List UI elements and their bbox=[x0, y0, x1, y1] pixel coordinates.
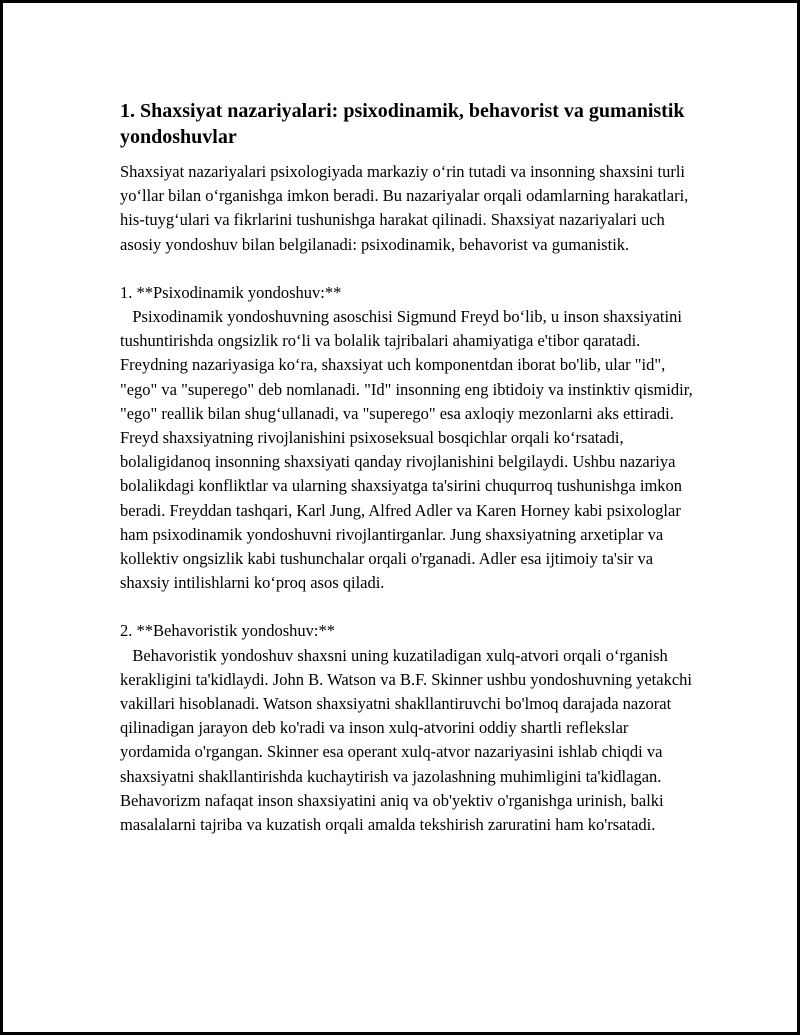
intro-paragraph: Shaxsiyat nazariyalari psixologiyada markaziy oʻrin tutadi va insonning shaxsini turli yoʻllar bilan oʻrganishga imkon beradi. Bu nazariyalar orqali odamlarning harakatlari, his-tuygʻulari va fikrlarini tushunishga harakat qilinadi. Shaxsiyat nazariyalari uch asosiy yondoshuv bilan belgilanadi: psixodinamik, behavorist va gumanistik. bbox=[120, 162, 689, 254]
section-body-behaviorist: Behavoristik yondoshuv shaxsni uning kuzatiladigan xulq-atvori orqali oʻrganish kerakligini ta'kidlaydi. John B. Watson va B.F. Skinner ushbu yondoshuvning yetakchi vakillari hisoblanadi. Watson shaxsiyatni shakllantiruvchi bo'lmoq darajada nazorat qilinadigan jarayon deb ko'radi va inson xulq-atvorini oddiy shartli reflekslar yordamida o'rgangan. Skinner esa operant xulq-atvor nazariyasini ishlab chiqdi va shaxsiyatni shakllantirishda kuchaytirish va jazolashning muhimligini ta'kidlagan. Behavorizm nafaqat inson shaxsiyatini aniq va ob'yektiv o'rganishga urinish, balki masalalarni tajriba va kuzatish orqali amalda tekshirish zaruratini ham ko'rsatadi. bbox=[120, 645, 697, 835]
section-body-psychodynamic: Psixodinamik yondoshuvning asoschisi Sigmund Freyd boʻlib, u inson shaxsiyatini tushuntirishda ongsizlik roʻli va bolalik tajribalari ahamiyatiga e'tibor qaratadi. Freydning nazariyasiga koʻra, shaxsiyat uch komponentdan iborat bo'lib, ular "id", "ego" va "superego" deb nomlanadi. "Id" insonning eng ibtidoiy va instinktiv qismidir, "ego" reallik bilan shugʻullanadi, va "superego" esa axloqiy mezonlarni aks ettiradi. Freyd shaxsiyatning rivojlanishini psixoseksual bosqichlar orqali koʻrsatadi, bolaligidanoq insonning shaxsiyati qanday rivojlanishini belgilaydi. Ushbu nazariya bolalikdagi konfliktlar va ularning shaxsiyatga ta'sirini chuqurroq tushunishga imkon beradi. Freyddan tashqari, Karl Jung, Alfred Adler va Karen Horney kabi psixologlar ham psixodinamik yondoshuvni rivojlantirganlar. Jung shaxsiyatning arxetiplar va kollektiv ongsizlik kabi tushunchalar orqali o'rganadi. Adler esa ijtimoiy ta'sir va shaxsiy intilishlarni koʻproq asos qiladi. bbox=[120, 307, 697, 593]
section-heading-psychodynamic: 1. **Psixodinamik yondoshuv:** bbox=[120, 282, 342, 302]
section-heading-behaviorist: 2. **Behavoristik yondoshuv:** bbox=[120, 621, 335, 641]
document-title: 1. Shaxsiyat nazariyalari: psixodinamik, behavorist va gumanistik yondoshuvlar bbox=[120, 100, 685, 148]
document-content bbox=[120, 98, 700, 837]
